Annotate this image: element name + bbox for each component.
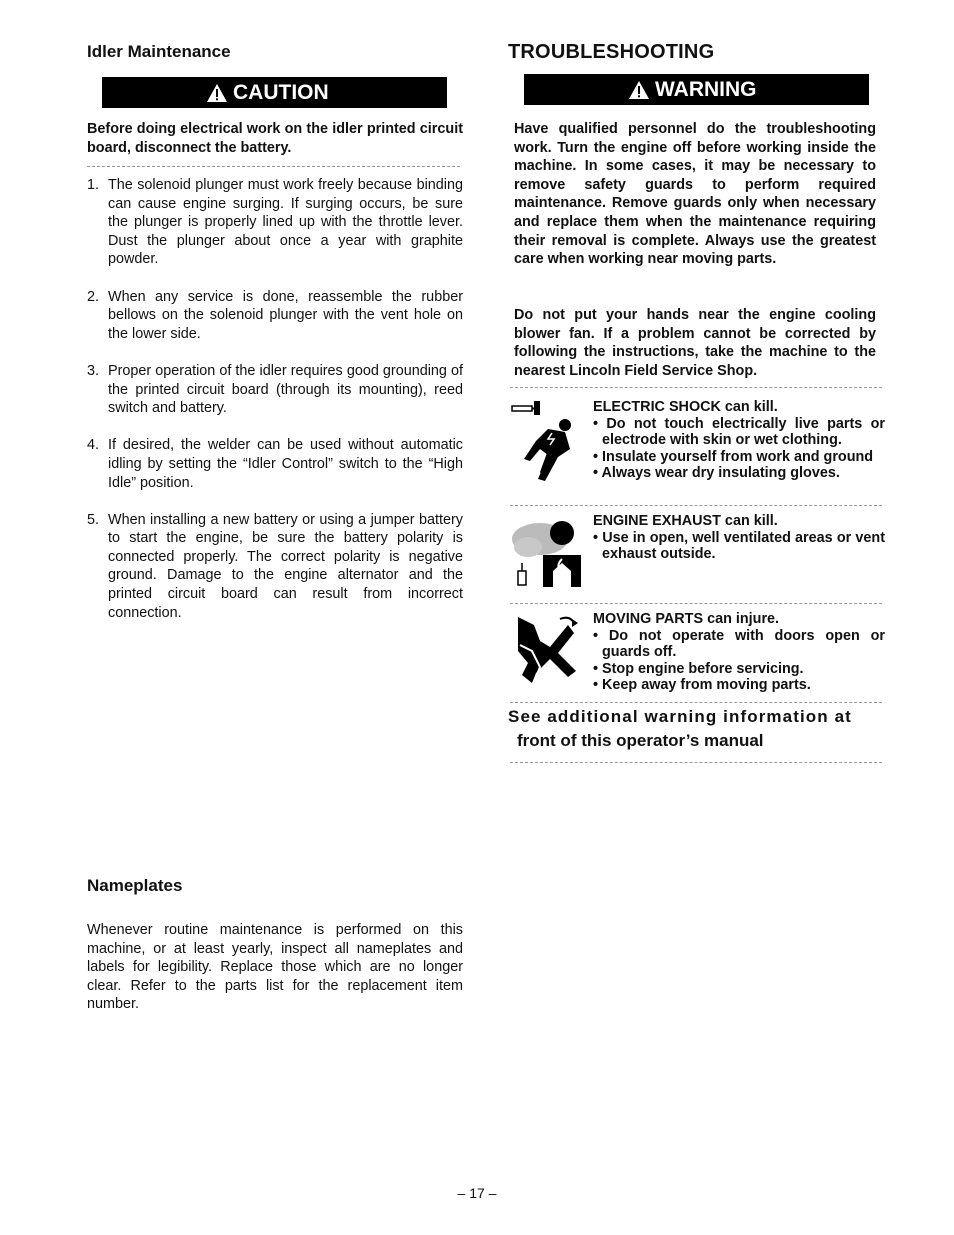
hazard-title: ELECTRIC SHOCK can kill. [593,399,778,415]
moving-parts-icon [510,611,588,695]
see-additional-line-1: See additional warning information at [508,707,852,726]
divider [510,702,882,703]
see-additional-line-2: front of this operator’s manual [517,731,764,750]
warning-paragraph-2: Do not put your hands near the engine cooling blower fan. If a problem cannot be corrected by following the instructions, take the machine to the nearest Lincoln Field Service Shop. [514,307,876,379]
caution-label: CAUTION [233,80,329,104]
hazard-text [593,611,885,694]
list-item [87,511,463,623]
step-number: 2. [87,288,100,305]
nameplates-text: Whenever routine maintenance is performed on this machine, or at least yearly, inspect all nameplates and labels for legibility. Replace those which are no longer clear. Refer to the parts list for the replacement item number. [87,922,463,1013]
step-text: When installing a new battery or using a jumper battery to start the engine, be sure the battery polarity is connected properly. The correct polarity is negative ground. Damage to the engine alternator and the printed circuit board can result from incorrect connection. [108,511,463,621]
step-text: Proper operation of the idler requires good grounding of the printed circuit board (through its mounting), reed switch and battery. [108,362,463,417]
step-number: 1. [87,177,100,193]
divider [510,603,882,604]
divider [510,505,882,506]
idler-steps-list [87,176,463,641]
caution-text: Before doing electrical work on the idler printed circuit board, disconnect the battery. [87,121,463,156]
list-item [87,362,463,418]
step-text: If desired, the welder can be used without automatic idling by setting the “Idler Control” switch to the “High Idle” position. [108,437,463,491]
hazard-bullet: • Use in open, well ventilated areas or vent exhaust outside. [593,529,885,562]
idler-maintenance-heading: Idler Maintenance [87,42,231,61]
hazard-title: ENGINE EXHAUST can kill. [593,513,778,529]
step-number: 3. [87,362,100,379]
list-item [87,288,463,344]
step-text: When any service is done, reassemble the rubber bellows on the solenoid plunger with the vent hole on the lower side. [108,288,463,342]
list-item [87,436,463,492]
hazard-bullet: • Insulate yourself from work and ground [593,448,874,465]
step-number: 5. [87,511,100,528]
hazard-bullet: • Stop engine before servicing. [593,660,804,677]
warning-paragraph-1: Have qualified personnel do the troubleshooting work. Turn the engine off before working inside the machine. In some cases, it may be necessary to remove safety guards to perform required maintenance. Remove guards only when necessary and replace them when the maintenance requiring their removal is complete. Always use the greatest care when working near moving parts. [514,121,876,268]
electric-shock-icon [510,399,588,483]
warning-triangle-icon [628,80,650,100]
nameplates-heading: Nameplates [87,876,183,895]
hazard-electric-shock [508,399,886,499]
page-number: – 17 – [457,1185,497,1201]
hazard-engine-exhaust [508,513,886,593]
hazard-bullet: • Do not touch electrically live parts or electrode with skin or wet clothing. [593,415,885,448]
hazard-text [593,513,885,563]
see-additional-warning [508,705,886,753]
engine-exhaust-icon [510,513,588,597]
hazard-text [593,399,885,482]
step-number: 4. [87,437,100,454]
troubleshooting-heading: TROUBLESHOOTING [508,41,715,63]
warning-banner [524,74,869,105]
hazard-bullet: • Keep away from moving parts. [593,677,811,693]
hazard-moving-parts [508,611,886,696]
hazard-bullet: • Do not operate with doors open or guards off. [593,627,885,660]
divider [510,762,882,763]
step-text: The solenoid plunger must work freely because binding can cause engine surging. If surging occurs, be sure the plunger is properly lined up with the throttle lever. Dust the plunger about once a year with graphite powder. [108,177,463,268]
caution-banner [102,77,447,108]
list-item [87,176,463,269]
warning-triangle-icon [206,83,228,103]
divider [510,387,882,388]
divider [87,166,460,167]
warning-label: WARNING [655,77,757,101]
hazard-title: MOVING PARTS can injure. [593,611,780,627]
hazard-bullet: • Always wear dry insulating gloves. [593,465,840,481]
